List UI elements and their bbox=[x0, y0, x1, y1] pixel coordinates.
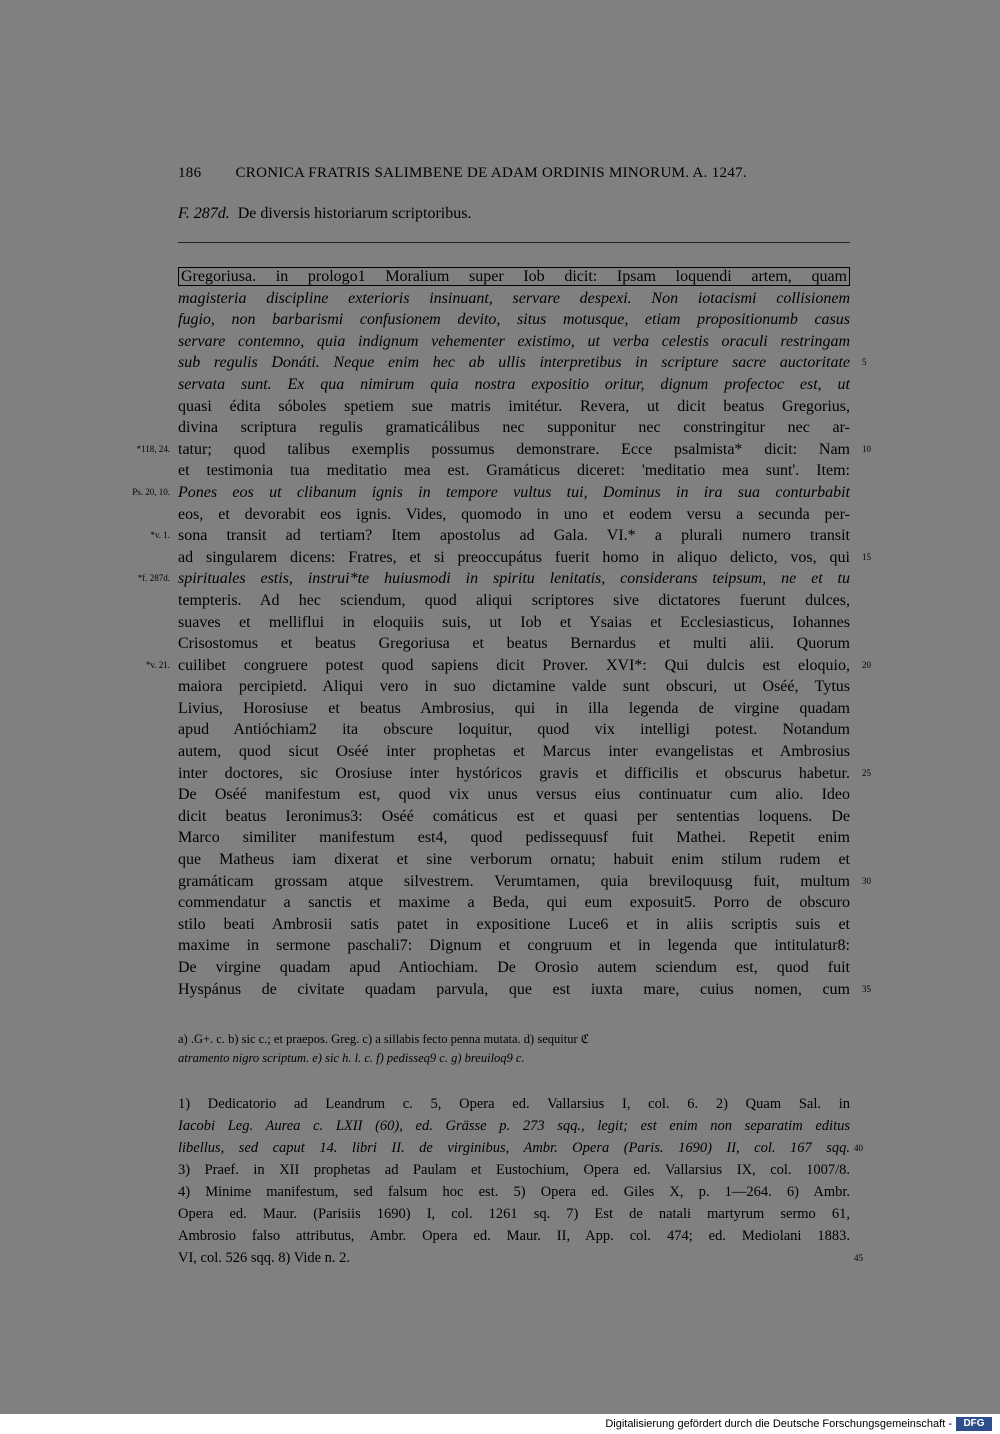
text-line: De Oséé manifestum est, quod vix unus versus eius continuatur cum alio. Ideo bbox=[178, 786, 850, 804]
line-number: 25 bbox=[862, 767, 871, 778]
apparatus-line: atramento nigro scriptum. e) sic h. l. c. f) pedisseq9 c. g) breuiloq9 c. bbox=[178, 1051, 525, 1065]
text-line: Gregoriusa. in prologo1 Moralium super Iob dicit: Ipsam loquendi artem, quam bbox=[178, 267, 850, 286]
text-line: servare contemno, quia indignum vehementer existimo, ut verba celestis oraculi restringam bbox=[178, 332, 850, 350]
footnote-line: 1) Dedicatorio ad Leandrum c. 5, Opera ed. Vallarsius I, col. 6. 2) Quam Sal. in bbox=[178, 1096, 850, 1112]
text-line: autem, quod sicut Oséé inter prophetas et Marcus inter evangelistas et Ambrosius bbox=[178, 743, 850, 761]
header-year: A. 1247. bbox=[692, 165, 747, 181]
text-line: maxime in sermone paschali7: Dignum et congruum et in legenda que intitulatur8: bbox=[178, 937, 850, 955]
text-line: que Matheus iam dixerat et sine verborum ornatu; habuit enim stilum rudem et bbox=[178, 851, 850, 869]
line-number: 40 bbox=[854, 1143, 863, 1153]
text-line: gramáticam grossam atque silvestrem. Verumtamen, quia breviloquusg fuit, multum bbox=[178, 872, 850, 890]
text-line: commendatur a sanctis et maxime a Beda, qui eum exposuit5. Porro de obscuro bbox=[178, 894, 850, 912]
text-line: servata sunt. Ex qua nimirum quia nostra expositio oritur, dignum profectoc est, ut bbox=[178, 375, 850, 393]
footnote-line: 4) Minime manifestum, sed falsum hoc est. 5) Opera ed. Giles X, p. 1—264. 6) Ambr. bbox=[178, 1184, 850, 1200]
apparatus-line: a) .G+. c. b) sic c.; et praepos. Greg. c) a sillabis fecto penna mutata. d) sequitur ℭ bbox=[178, 1032, 590, 1046]
margin-reference: *118, 24. bbox=[136, 443, 170, 454]
separator-rule bbox=[178, 242, 850, 243]
margin-reference: *v. 1. bbox=[150, 530, 170, 541]
line-number: 35 bbox=[862, 983, 871, 994]
text-line: sona transit ad tertiam? Item apostolus ad Gala. VI.* a plurali numero transit bbox=[178, 527, 850, 545]
text-line: spirituales estis, instrui*te huiusmodi in spiritu lenitatis, considerans teipsum, ne et tu bbox=[178, 570, 850, 588]
main-text bbox=[132, 266, 871, 1000]
text-line: Livius, Horosiuse et beatus Ambrosius, qui in illa legenda de virgine quadam bbox=[178, 699, 850, 717]
line-number: 30 bbox=[862, 875, 871, 886]
text-line: quasi édita sóboles spetiem sue matris imitétur. Revera, ut dicit beatus Gregorius, bbox=[178, 397, 850, 415]
text-line: stilo beati Ambrosii satis patet in expositione Luce6 et in aliis scriptis suis et bbox=[178, 915, 850, 933]
text-line: eos, et devorabit eos ignis. Vides, quomodo in uno et eodem versu a secunda per- bbox=[178, 505, 850, 523]
text-line bbox=[178, 266, 850, 288]
text-line: Pones eos ut clibanum ignis in tempore vultus tui, Dominus in ira sua conturbabit bbox=[178, 483, 850, 501]
text-line: De virgine quadam apud Antiochiam. De Orosio autem sciendum est, quod fuit bbox=[178, 959, 850, 976]
text-line: et testimonia tua meditatio mea est. Gramáticus diceret: 'meditatio mea sunt'. Item: bbox=[178, 462, 850, 480]
text-line: divina scriptura regulis gramaticálibus nec supponitur nec constringitur nec ar- bbox=[178, 419, 850, 437]
line-number: 5 bbox=[862, 357, 867, 368]
footnotes bbox=[178, 1093, 863, 1269]
footer-text: Digitalisierung gefördert durch die Deutsche Forschungsgemeinschaft - bbox=[605, 1418, 952, 1430]
text-line: dicit beatus Ieronimus3: Oséé comáticus est et quasi per sententias loquens. De bbox=[178, 807, 850, 825]
margin-reference: *v. 21. bbox=[145, 659, 170, 670]
margin-reference: *f. 287d. bbox=[137, 573, 170, 584]
running-title: CRONICA FRATRIS SALIMBENE DE ADAM ORDINIS MINORUM. bbox=[235, 165, 690, 181]
text-line: maiora percipietd. Aliqui vero in suo dictamine valde sunt obscuri, ut Oséé, Tytus bbox=[178, 678, 850, 696]
text-line: magisteria discipline exterioris insinuant, servare despexi. Non iotacismi collisionem bbox=[178, 289, 850, 307]
page-number: 186 bbox=[178, 165, 202, 181]
footnote-line: 3) Praef. in XII prophetas ad Paulam et Eustochium, Opera ed. Vallarsius IX, col. 1007/8. bbox=[178, 1162, 850, 1178]
text-line: tempteris. Ad hec sciendum, quod aliqui scriptores sive dictatores fuerunt dulces, bbox=[178, 591, 850, 609]
text-line: cuilibet congruere potest quod sapiens dicit Prover. XVI*: Qui dulcis est eloquio, bbox=[178, 656, 850, 674]
text-line: Crisostomus et beatus Gregoriusa et beatus Bernardus et multi alii. Quorum bbox=[178, 635, 850, 653]
text-line: Marco similiter manifestum est4, quod pedissequusf fuit Mathei. Repetit enim bbox=[178, 829, 850, 847]
text-line: suaves et melliflui in eloquiis suis, ut Iob et Ysaias et Ecclesiasticus, Iohannes bbox=[178, 613, 850, 631]
footnote-line: VI, col. 526 sqq. 8) Vide n. 2. bbox=[178, 1250, 351, 1266]
textual-apparatus bbox=[178, 1030, 850, 1068]
line-number: 45 bbox=[854, 1253, 863, 1263]
footnote-line: Iacobi Leg. Aurea c. LXII (60), ed. Grässe p. 273 sqq., legit; est enim non separatim editus bbox=[178, 1118, 850, 1134]
text-line: Hyspánus de civitate quadam parvula, que est iuxta mare, cuius nomen, cum bbox=[178, 980, 850, 998]
margin-reference: Ps. 20, 10. bbox=[132, 486, 170, 497]
text-line: apud Antióchiam2 ita obscure loquitur, quod vix intelligi potest. Notandum bbox=[178, 721, 850, 739]
text-line: ad singularem dicens: Fratres, et si preoccupátus fuerit homo in aliquo delicto, vos, qui bbox=[178, 548, 850, 566]
footnote-line: Opera ed. Maur. (Parisiis 1690) I, col. 1261 sq. 7) Est de natali martyrum sermo 61, bbox=[178, 1206, 850, 1222]
digitization-footer bbox=[0, 1414, 1000, 1434]
text-line: fugio, non barbarismi confusionem devito, situs motusque, etiam propositionumb casus bbox=[178, 311, 850, 329]
line-number: 20 bbox=[862, 659, 871, 670]
line-number: 15 bbox=[862, 551, 871, 562]
footnote-line: libellus, sed caput 14. libri II. de virginibus, Ambr. Opera (Paris. 1690) II, col. 167 sqq. bbox=[178, 1140, 850, 1156]
text-line: sub regulis Donáti. Neque enim hec ab ullis interpretibus in scripture sacre auctoritate bbox=[178, 354, 850, 372]
folio-reference: F. 287d. bbox=[178, 205, 230, 222]
running-header bbox=[178, 165, 747, 182]
section-title: De diversis historiarum scriptoribus. bbox=[237, 205, 472, 222]
footnote-line: Ambrosio falso attributus, Ambr. Opera ed. Maur. II, App. col. 474; ed. Mediolani 1883. bbox=[178, 1228, 850, 1244]
section-heading bbox=[178, 205, 471, 223]
text-line: inter doctores, sic Orosiuse inter hystóricos gravis et difficilis et obscurus habetur. bbox=[178, 764, 850, 782]
line-number: 10 bbox=[862, 443, 871, 454]
dfg-logo: DFG bbox=[956, 1417, 992, 1431]
text-line: tatur; quod talibus exemplis possumus demonstrare. Ecce psalmista* dicit: Nam bbox=[178, 440, 850, 458]
